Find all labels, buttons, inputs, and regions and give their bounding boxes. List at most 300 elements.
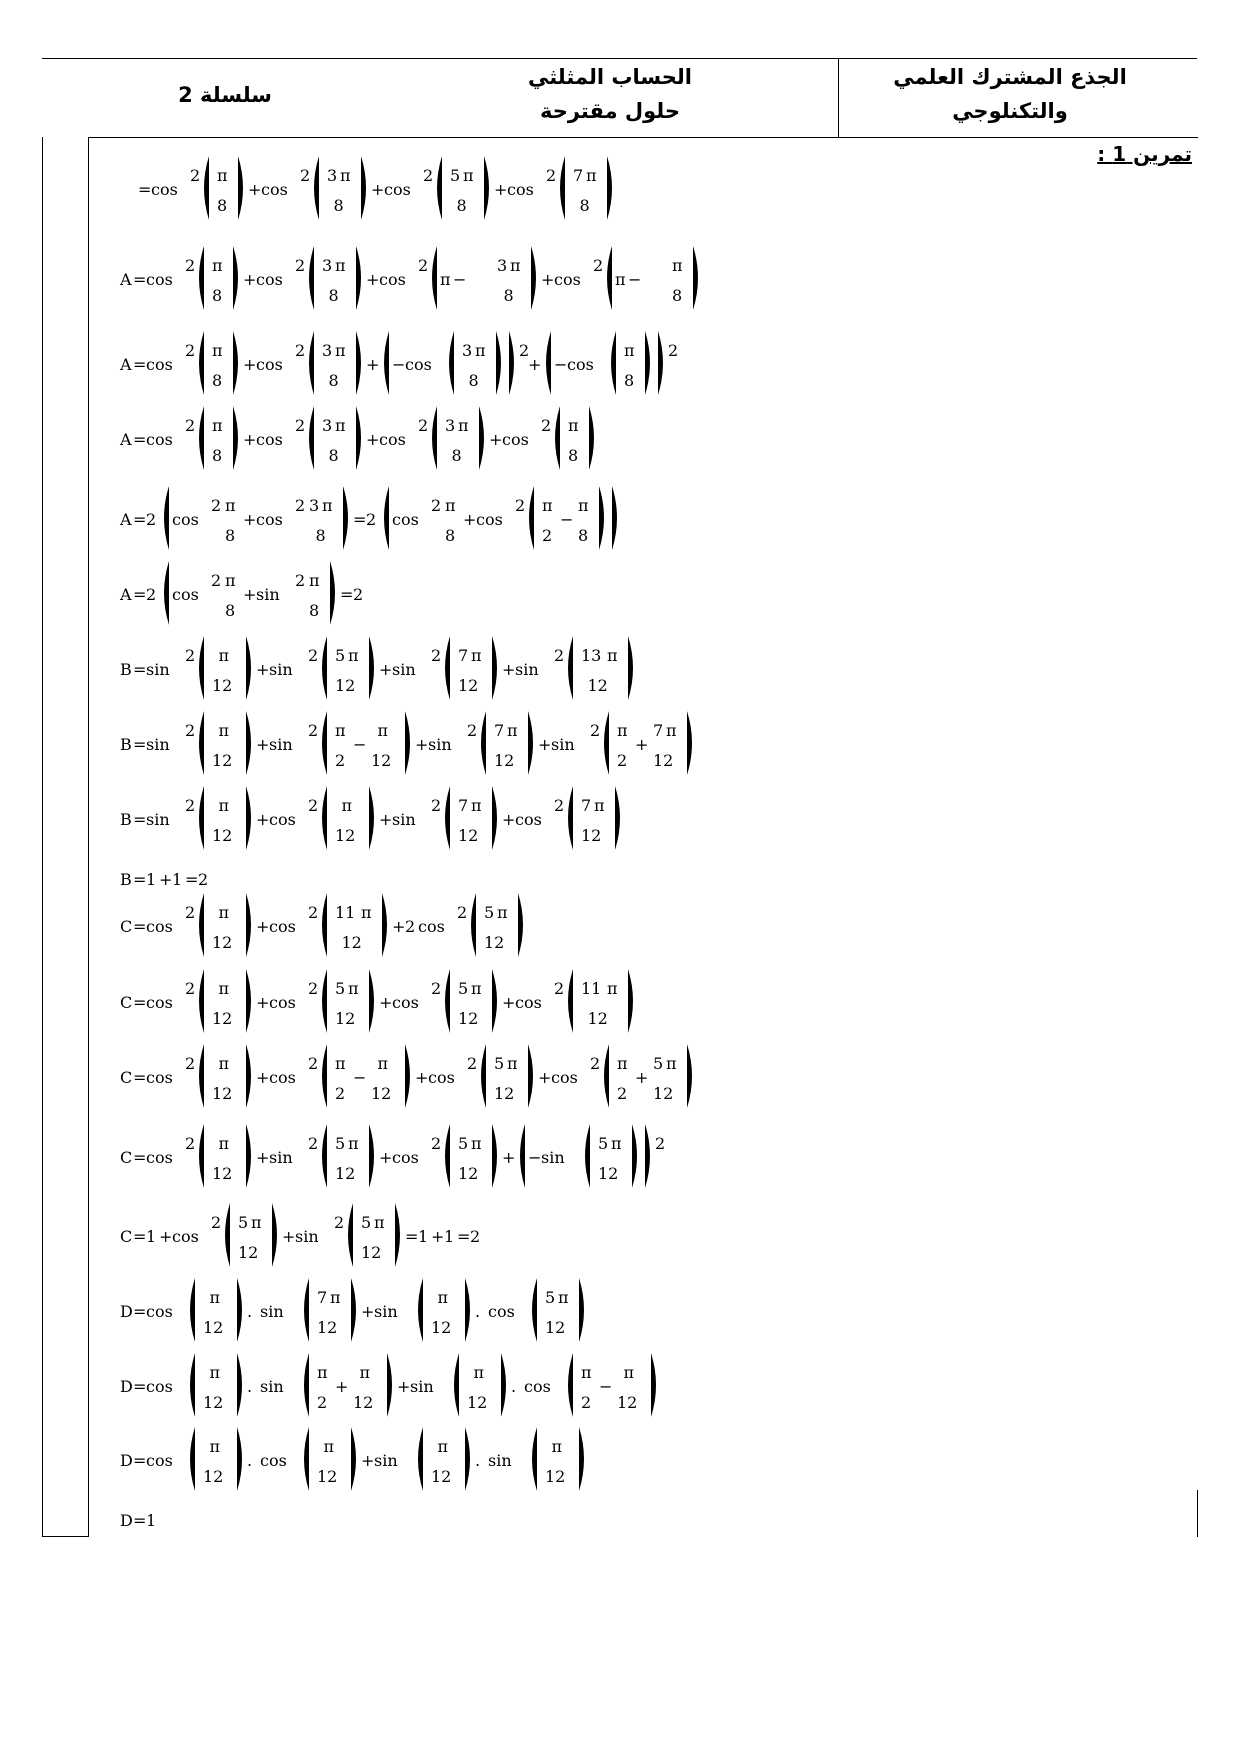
equation-line: [120, 1511, 156, 1530]
svg-text:12: 12: [494, 751, 515, 770]
svg-text:=: =: [353, 510, 367, 529]
svg-text:8: 8: [328, 286, 339, 305]
svg-text:cos: cos: [269, 810, 296, 829]
svg-text:2: 2: [185, 796, 196, 815]
svg-text:5: 5: [545, 1288, 556, 1307]
svg-text:π: π: [359, 1363, 371, 1382]
svg-text:cos: cos: [172, 1227, 199, 1246]
svg-text:2: 2: [335, 751, 346, 770]
equation-line: [120, 636, 633, 700]
svg-text:π: π: [212, 416, 223, 435]
svg-text:π: π: [666, 721, 677, 740]
svg-text:1: 1: [418, 1227, 429, 1246]
svg-text:D: D: [120, 1302, 133, 1321]
svg-text:cos: cos: [172, 510, 199, 529]
svg-text:−: −: [560, 510, 574, 529]
svg-text:.: .: [511, 1377, 517, 1396]
svg-text:2: 2: [335, 1084, 346, 1103]
svg-text:π: π: [507, 721, 518, 740]
svg-text:π: π: [463, 166, 474, 185]
svg-text:2: 2: [308, 979, 319, 998]
svg-text:π: π: [317, 1363, 328, 1382]
svg-text:cos: cos: [256, 430, 283, 449]
svg-text:sin: sin: [374, 1302, 398, 1321]
svg-text:π: π: [335, 416, 346, 435]
equation-line: [119, 406, 594, 470]
svg-text:π: π: [218, 1134, 230, 1153]
svg-text:+: +: [256, 660, 270, 679]
svg-text:=: =: [133, 993, 147, 1012]
svg-text:sin: sin: [551, 735, 575, 754]
svg-text:π: π: [558, 1288, 569, 1307]
equation-line: [119, 486, 617, 550]
equation-line: [120, 1124, 665, 1188]
svg-text:12: 12: [203, 1393, 224, 1412]
svg-text:π: π: [586, 166, 597, 185]
svg-text:=: =: [133, 270, 147, 289]
svg-text:8: 8: [579, 196, 590, 215]
equation-line: [120, 893, 523, 957]
svg-text:π: π: [212, 256, 223, 275]
svg-text:8: 8: [309, 601, 320, 620]
svg-text:=: =: [133, 355, 147, 374]
svg-text:2: 2: [185, 721, 196, 740]
svg-text:12: 12: [212, 751, 233, 770]
svg-text:7: 7: [573, 166, 584, 185]
svg-text:π: π: [330, 1288, 341, 1307]
svg-text:cos: cos: [146, 993, 173, 1012]
svg-text:+: +: [256, 917, 270, 936]
svg-text:2: 2: [590, 721, 601, 740]
svg-text:5: 5: [494, 1054, 505, 1073]
svg-text:3: 3: [462, 341, 473, 360]
svg-text:−: −: [353, 735, 367, 754]
svg-text:2: 2: [541, 416, 552, 435]
svg-text:π: π: [218, 1054, 230, 1073]
svg-text:12: 12: [335, 1009, 356, 1028]
svg-text:sin: sin: [146, 810, 170, 829]
series-label: سلسلة 2: [178, 83, 272, 107]
svg-text:2: 2: [308, 903, 319, 922]
svg-text:+: +: [243, 510, 257, 529]
svg-text:cos: cos: [269, 1068, 296, 1087]
svg-text:π: π: [471, 979, 482, 998]
topic-title: الحساب المثلثي: [527, 65, 692, 89]
svg-text:+: +: [635, 735, 649, 754]
svg-text:+: +: [379, 993, 393, 1012]
exercise-title: تمرين 1 :: [1097, 142, 1192, 166]
svg-text:π: π: [335, 341, 346, 360]
svg-text:+: +: [256, 1068, 270, 1087]
svg-text:2: 2: [554, 979, 565, 998]
svg-text:C: C: [120, 1148, 133, 1167]
svg-text:3: 3: [327, 166, 338, 185]
svg-text:D: D: [120, 1451, 133, 1470]
svg-text:2: 2: [185, 979, 196, 998]
svg-text:π: π: [209, 1288, 221, 1307]
svg-text:π: π: [624, 341, 635, 360]
svg-text:2: 2: [470, 1227, 481, 1246]
svg-text:=: =: [133, 510, 147, 529]
svg-text:2: 2: [467, 721, 478, 740]
svg-text:12: 12: [431, 1318, 452, 1337]
svg-text:π: π: [212, 341, 223, 360]
svg-text:+: +: [415, 1068, 429, 1087]
equation-line: [120, 1353, 656, 1417]
svg-text:+: +: [502, 993, 516, 1012]
svg-text:+: +: [256, 1148, 270, 1167]
svg-text:12: 12: [212, 676, 233, 695]
svg-text:12: 12: [581, 826, 602, 845]
svg-text:3: 3: [322, 341, 333, 360]
svg-text:2: 2: [418, 416, 429, 435]
equation-line: [138, 156, 612, 220]
svg-text:5: 5: [335, 979, 346, 998]
svg-text:B: B: [120, 735, 132, 754]
svg-text:12: 12: [212, 933, 233, 952]
svg-text:12: 12: [212, 1164, 233, 1183]
svg-text:cos: cos: [151, 180, 178, 199]
svg-text:=: =: [133, 1148, 147, 1167]
svg-text:cos: cos: [392, 993, 419, 1012]
svg-text:+: +: [159, 870, 173, 889]
svg-text:π: π: [475, 341, 486, 360]
svg-text:−: −: [599, 1377, 613, 1396]
svg-text:2: 2: [353, 585, 364, 604]
svg-text:cos: cos: [515, 810, 542, 829]
svg-text:π: π: [340, 166, 351, 185]
equation-line: [119, 331, 678, 395]
svg-text:A: A: [120, 510, 132, 529]
svg-text:cos: cos: [172, 585, 199, 604]
svg-text:sin: sin: [392, 660, 416, 679]
svg-text:π: π: [335, 256, 346, 275]
svg-text:sin: sin: [269, 735, 293, 754]
svg-text:cos: cos: [488, 1302, 515, 1321]
svg-text:2: 2: [431, 1134, 442, 1153]
svg-text:A: A: [120, 585, 132, 604]
svg-text:8: 8: [568, 446, 579, 465]
svg-text:2: 2: [334, 1213, 345, 1232]
svg-text:.: .: [247, 1302, 253, 1321]
svg-text:+: +: [502, 1148, 516, 1167]
svg-text:2: 2: [295, 496, 306, 515]
svg-text:π: π: [615, 270, 626, 289]
svg-text:+: +: [371, 180, 385, 199]
svg-text:12: 12: [361, 1243, 382, 1262]
svg-text:sin: sin: [541, 1148, 565, 1167]
svg-text:cos: cos: [146, 1377, 173, 1396]
svg-text:2: 2: [457, 903, 468, 922]
svg-text:2: 2: [655, 1134, 666, 1153]
svg-text:.: .: [475, 1302, 481, 1321]
svg-text:8: 8: [225, 601, 236, 620]
svg-text:cos: cos: [256, 270, 283, 289]
svg-text:sin: sin: [392, 810, 416, 829]
svg-text:cos: cos: [379, 430, 406, 449]
svg-text:A: A: [120, 270, 132, 289]
svg-text:2: 2: [308, 646, 319, 665]
svg-text:2: 2: [185, 256, 196, 275]
equation-line: [119, 246, 698, 310]
svg-text:8: 8: [315, 526, 326, 545]
svg-text:cos: cos: [146, 1068, 173, 1087]
svg-text:π: π: [218, 979, 230, 998]
svg-text:−: −: [554, 355, 568, 374]
svg-text:8: 8: [212, 446, 223, 465]
svg-text:π: π: [607, 979, 618, 998]
svg-text:+: +: [256, 993, 270, 1012]
svg-text:π: π: [209, 1363, 221, 1382]
svg-text:5: 5: [450, 166, 461, 185]
svg-text:12: 12: [335, 1164, 356, 1183]
svg-text:π: π: [617, 721, 628, 740]
svg-text:2: 2: [185, 341, 196, 360]
svg-text:=: =: [133, 1377, 147, 1396]
svg-text:=: =: [133, 585, 147, 604]
svg-text:π: π: [507, 1054, 518, 1073]
svg-text:5: 5: [458, 1134, 469, 1153]
svg-text:2: 2: [308, 721, 319, 740]
svg-text:D: D: [120, 1377, 133, 1396]
svg-text:2: 2: [185, 1134, 196, 1153]
svg-text:A: A: [120, 430, 132, 449]
svg-text:12: 12: [598, 1164, 619, 1183]
svg-text:π: π: [473, 1363, 485, 1382]
svg-text:π: π: [510, 256, 521, 275]
svg-text:=: =: [133, 735, 147, 754]
svg-text:π: π: [568, 416, 579, 435]
svg-text:cos: cos: [507, 180, 534, 199]
svg-text:+: +: [366, 270, 380, 289]
svg-text:1: 1: [146, 1227, 157, 1246]
svg-text:C: C: [120, 993, 133, 1012]
svg-text:2: 2: [295, 416, 306, 435]
svg-text:2: 2: [295, 571, 306, 590]
svg-text:cos: cos: [405, 355, 432, 374]
svg-text:2: 2: [515, 496, 526, 515]
level-subtitle: والتكنلوجي: [952, 99, 1068, 123]
svg-text:cos: cos: [269, 917, 296, 936]
svg-text:3: 3: [322, 416, 333, 435]
svg-text:2: 2: [185, 416, 196, 435]
svg-text:7: 7: [581, 796, 592, 815]
svg-text:+: +: [243, 585, 257, 604]
svg-text:+: +: [282, 1227, 296, 1246]
svg-text:12: 12: [431, 1467, 452, 1486]
svg-text:5: 5: [458, 979, 469, 998]
svg-text:−: −: [353, 1068, 367, 1087]
svg-text:cos: cos: [392, 1148, 419, 1167]
svg-text:8: 8: [503, 286, 514, 305]
svg-text:12: 12: [335, 676, 356, 695]
svg-text:11: 11: [335, 903, 356, 922]
svg-text:12: 12: [653, 1084, 674, 1103]
svg-text:2: 2: [431, 496, 442, 515]
svg-text:sin: sin: [269, 1148, 293, 1167]
svg-text:7: 7: [317, 1288, 328, 1307]
svg-text:12: 12: [238, 1243, 259, 1262]
svg-text:2: 2: [668, 341, 679, 360]
svg-text:cos: cos: [146, 430, 173, 449]
svg-text:+: +: [379, 660, 393, 679]
svg-text:8: 8: [624, 371, 635, 390]
svg-text:1: 1: [444, 1227, 455, 1246]
svg-text:−: −: [528, 1148, 542, 1167]
svg-text:cos: cos: [502, 430, 529, 449]
svg-text:12: 12: [458, 826, 479, 845]
svg-text:B: B: [120, 660, 132, 679]
svg-text:cos: cos: [146, 1302, 173, 1321]
svg-text:2: 2: [554, 796, 565, 815]
svg-text:8: 8: [217, 196, 228, 215]
svg-text:12: 12: [371, 751, 392, 770]
svg-text:sin: sin: [295, 1227, 319, 1246]
svg-text:12: 12: [317, 1318, 338, 1337]
svg-text:π: π: [440, 270, 451, 289]
svg-text:2: 2: [366, 510, 377, 529]
svg-text:2: 2: [190, 166, 201, 185]
svg-text:5: 5: [598, 1134, 609, 1153]
svg-text:sin: sin: [260, 1302, 284, 1321]
svg-text:π: π: [377, 1054, 389, 1073]
svg-text:8: 8: [225, 526, 236, 545]
svg-text:sin: sin: [488, 1451, 512, 1470]
svg-text:2: 2: [295, 341, 306, 360]
svg-text:+: +: [528, 355, 542, 374]
svg-text:cos: cos: [269, 993, 296, 1012]
svg-text:2: 2: [317, 1393, 328, 1412]
svg-text:8: 8: [333, 196, 344, 215]
svg-text:2: 2: [431, 646, 442, 665]
svg-text:12: 12: [545, 1318, 566, 1337]
svg-text:12: 12: [341, 933, 362, 952]
svg-text:+: +: [243, 355, 257, 374]
svg-text:8: 8: [445, 526, 456, 545]
svg-text:2: 2: [431, 796, 442, 815]
svg-text:=: =: [133, 1511, 147, 1530]
svg-text:cos: cos: [567, 355, 594, 374]
svg-text:D: D: [120, 1511, 133, 1530]
svg-text:π: π: [611, 1134, 622, 1153]
svg-text:2: 2: [185, 646, 196, 665]
svg-text:13: 13: [581, 646, 602, 665]
svg-text:cos: cos: [260, 1451, 287, 1470]
svg-text:=: =: [133, 1451, 147, 1470]
svg-text:π: π: [471, 646, 482, 665]
svg-text:12: 12: [458, 676, 479, 695]
svg-text:π: π: [672, 256, 683, 275]
svg-text:.: .: [247, 1377, 253, 1396]
svg-text:12: 12: [203, 1467, 224, 1486]
svg-text:B: B: [120, 870, 132, 889]
svg-text:3: 3: [445, 416, 456, 435]
svg-text:=: =: [133, 1227, 147, 1246]
svg-text:2: 2: [617, 751, 628, 770]
svg-text:12: 12: [353, 1393, 374, 1412]
svg-text:+: +: [541, 270, 555, 289]
svg-text:π: π: [617, 1054, 628, 1073]
svg-text:sin: sin: [256, 585, 280, 604]
svg-text:π: π: [666, 1054, 677, 1073]
svg-text:+: +: [538, 1068, 552, 1087]
svg-text:π: π: [551, 1437, 563, 1456]
svg-text:cos: cos: [418, 917, 445, 936]
svg-text:cos: cos: [524, 1377, 551, 1396]
svg-text:12: 12: [484, 933, 505, 952]
svg-text:8: 8: [212, 286, 223, 305]
svg-text:2: 2: [546, 166, 557, 185]
equation-line: [120, 1044, 692, 1108]
svg-text:sin: sin: [428, 735, 452, 754]
svg-text:12: 12: [587, 676, 608, 695]
svg-text:2: 2: [308, 1134, 319, 1153]
svg-text:1: 1: [172, 870, 183, 889]
svg-text:π: π: [218, 796, 230, 815]
svg-text:π: π: [542, 496, 553, 515]
svg-text:−: −: [453, 270, 467, 289]
svg-text:sin: sin: [269, 660, 293, 679]
svg-text:2: 2: [211, 571, 222, 590]
svg-text:+: +: [243, 430, 257, 449]
svg-text:+: +: [379, 810, 393, 829]
svg-text:2: 2: [554, 646, 565, 665]
svg-text:=: =: [185, 870, 199, 889]
svg-text:12: 12: [317, 1467, 338, 1486]
svg-text:12: 12: [494, 1084, 515, 1103]
svg-text:8: 8: [328, 371, 339, 390]
svg-text:2: 2: [300, 166, 311, 185]
svg-text:3: 3: [497, 256, 508, 275]
svg-text:π: π: [218, 721, 230, 740]
svg-text:sin: sin: [146, 735, 170, 754]
svg-text:+: +: [538, 735, 552, 754]
svg-text:π: π: [471, 796, 482, 815]
svg-text:A: A: [120, 355, 132, 374]
svg-text:7: 7: [653, 721, 664, 740]
svg-text:+: +: [463, 510, 477, 529]
svg-text:+: +: [256, 810, 270, 829]
svg-text:π: π: [458, 416, 469, 435]
svg-text:2: 2: [418, 256, 429, 275]
svg-text:sin: sin: [374, 1451, 398, 1470]
svg-text:π: π: [437, 1437, 449, 1456]
svg-text:=: =: [405, 1227, 419, 1246]
svg-text:5: 5: [653, 1054, 664, 1073]
svg-text:+: +: [392, 917, 406, 936]
svg-text:cos: cos: [384, 180, 411, 199]
svg-text:2: 2: [581, 1393, 592, 1412]
svg-text:+: +: [494, 180, 508, 199]
svg-text:π: π: [497, 903, 508, 922]
svg-text:=: =: [133, 660, 147, 679]
svg-text:12: 12: [617, 1393, 638, 1412]
svg-text:=: =: [133, 917, 147, 936]
svg-text:2: 2: [295, 256, 306, 275]
svg-text:8: 8: [468, 371, 479, 390]
svg-text:−: −: [628, 270, 642, 289]
svg-text:+: +: [431, 1227, 445, 1246]
svg-text:π: π: [471, 1134, 482, 1153]
svg-text:cos: cos: [515, 993, 542, 1012]
svg-text:12: 12: [458, 1009, 479, 1028]
equation-line: [120, 1427, 584, 1491]
equation-line: [120, 786, 620, 850]
svg-text:=: =: [133, 810, 147, 829]
svg-text:cos: cos: [256, 510, 283, 529]
svg-text:cos: cos: [392, 510, 419, 529]
svg-text:2: 2: [185, 903, 196, 922]
